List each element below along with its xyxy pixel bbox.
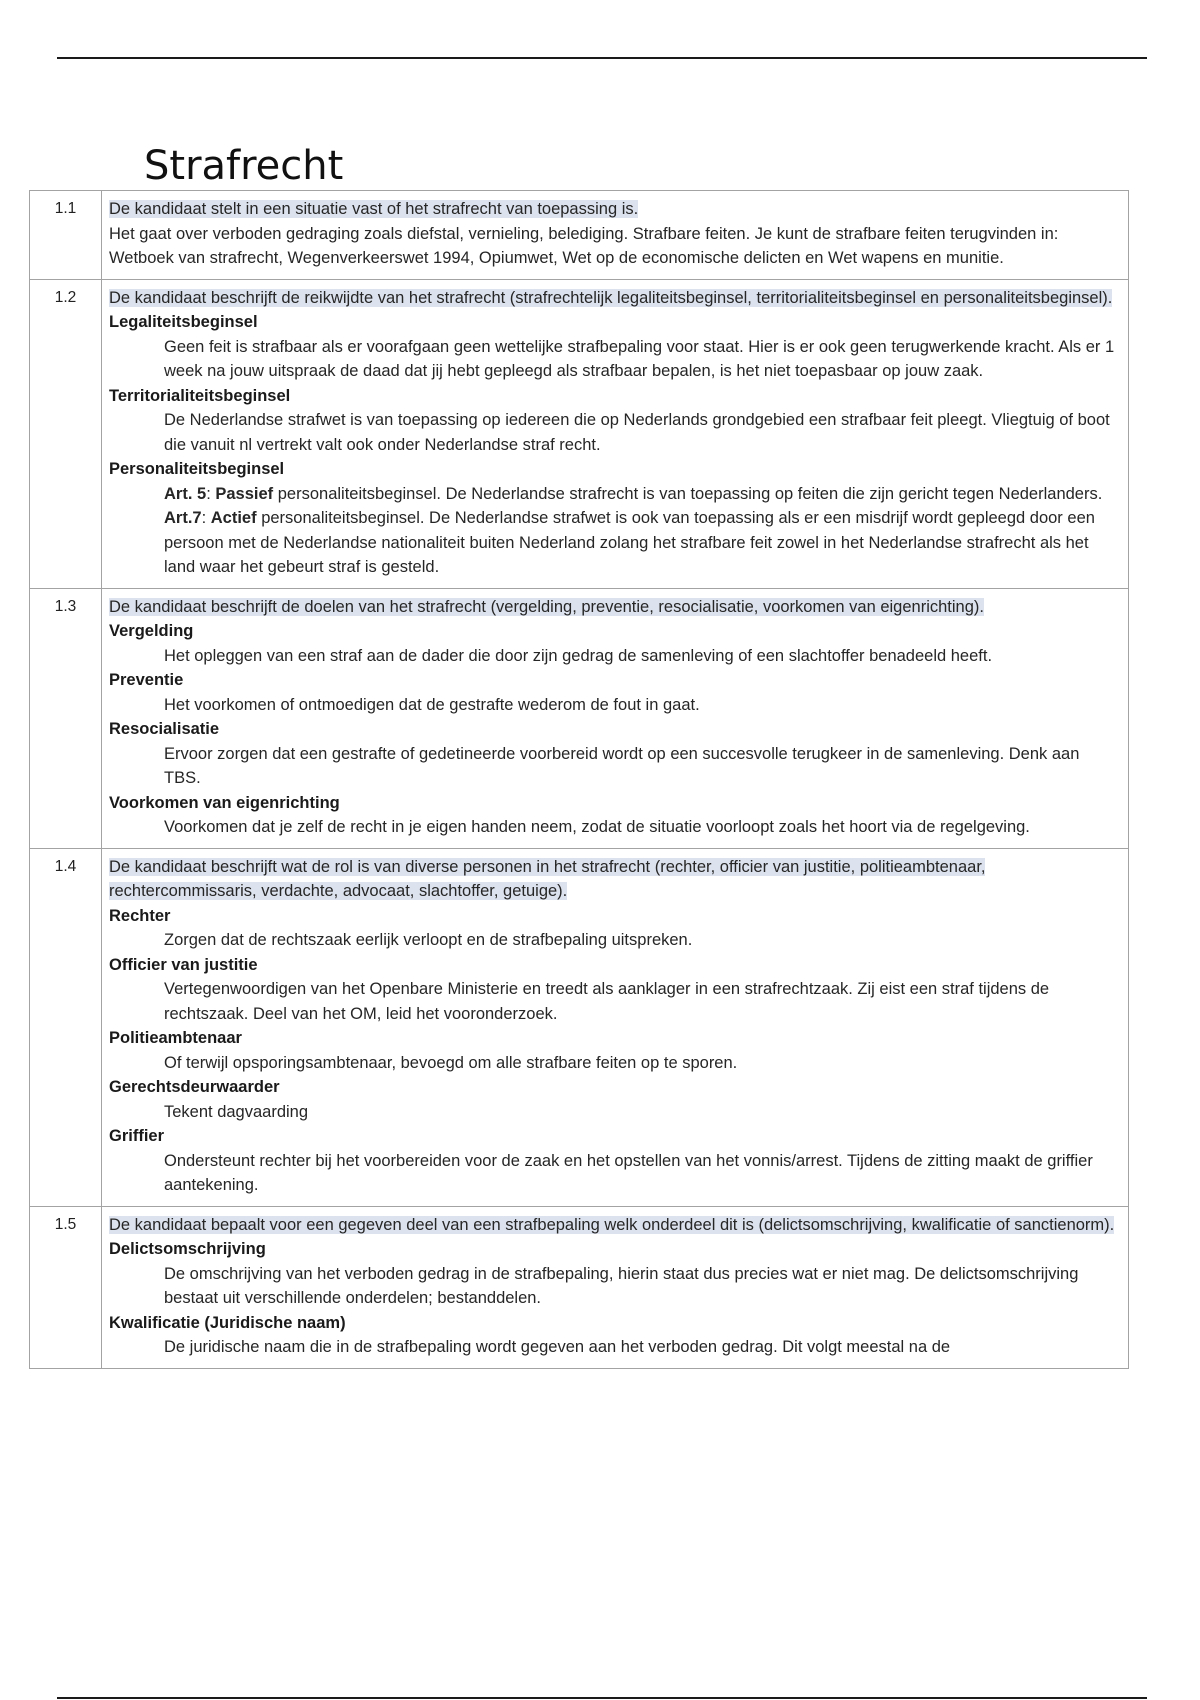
article-kind: Passief	[215, 484, 274, 503]
objective-heading: De kandidaat beschrijft wat de rol is van diverse personen in het strafrecht (rechter, officier van justitie, politieambtenaar, rechtercommissaris, verdachte, advocaat, slachtoffer, getuige).	[109, 857, 986, 900]
term-label: Preventie	[109, 671, 184, 689]
table-row	[30, 848, 1129, 1206]
term-description: Ervoor zorgen dat een gestrafte of gedetineerde voorbereid wordt op een succesvolle terugkeer in de samenleving. Denk aan TBS.	[164, 744, 1080, 787]
term-description: Tekent dagvaarding	[164, 1102, 309, 1121]
term-description: Het opleggen van een straf aan de dader die door zijn gedrag de samenleving of een slachtoffer benadeeld heeft.	[164, 646, 993, 665]
article-ref: Art. 5	[164, 484, 207, 503]
section-number: 1.1	[30, 191, 102, 280]
term-label: Politieambtenaar	[109, 1029, 242, 1047]
section-number: 1.2	[30, 279, 102, 588]
objective-heading: De kandidaat beschrijft de doelen van het strafrecht (vergelding, preventie, resocialisatie, voorkomen van eigenrichting).	[109, 597, 984, 616]
section-intro: Het gaat over verboden gedraging zoals diefstal, vernieling, belediging. Strafbare feiten. Je kunt de strafbare feiten terugvinden in: Wetboek van strafrecht, Wegenverkeerswet 1994, Opiumwet, Wet op de economische delicten en Wet wapens en munitie.	[109, 224, 1059, 267]
term-label: Resocialisatie	[109, 720, 220, 738]
term-description: Voorkomen dat je zelf de recht in je eigen handen neem, zodat de situatie voorloopt zoals het hoort via de regelgeving.	[164, 818, 1030, 836]
objective-heading: De kandidaat stelt in een situatie vast of het strafrecht van toepassing is.	[109, 200, 639, 218]
section-content	[102, 848, 1129, 1206]
term-label: Rechter	[109, 906, 171, 925]
section-content	[102, 1206, 1129, 1368]
term-description: De juridische naam die in de strafbepaling wordt gegeven aan het verboden gedrag. Dit volgt meestal na de	[164, 1338, 951, 1356]
term-label: Personaliteitsbeginsel	[109, 460, 285, 478]
term-label: Vergelding	[109, 622, 194, 640]
article-separator: :	[206, 484, 216, 503]
article-entry	[109, 506, 1120, 580]
term-description: Zorgen dat de rechtszaak eerlijk verloopt en de strafbepaling uitspreken.	[164, 931, 693, 949]
header-rule	[57, 57, 1147, 59]
section-number: 1.5	[30, 1206, 102, 1368]
section-content	[102, 191, 1129, 280]
section-number: 1.4	[30, 848, 102, 1206]
table-row	[30, 279, 1129, 588]
term-description: Ondersteunt rechter bij het voorbereiden voor de zaak en het opstellen van het vonnis/arrest. Tijdens de zitting maakt de griffier aantekening.	[164, 1151, 1093, 1194]
article-text: personaliteitsbeginsel. De Nederlandse strafrecht is van toepassing op feiten die zijn gericht tegen Nederlanders.	[273, 484, 1103, 503]
article-ref: Art.7	[164, 509, 202, 527]
term-description: Geen feit is strafbaar als er voorafgaan geen wettelijke strafbepaling voor staat. Hier is er ook geen terugwerkende kracht. Als er 1 week na jouw uitspraak de daad dat jij hebt gepleegd als strafbaar bepalen, is het niet toepasbaar op jouw zaak.	[164, 337, 1115, 380]
objective-heading: De kandidaat bepaalt voor een gegeven deel van een strafbepaling welk onderdeel dit is (delictsomschrijving, kwalificatie of sanctienorm).	[109, 1215, 1115, 1234]
footer-rule	[57, 1697, 1147, 1699]
article-entry	[109, 482, 1120, 507]
article-separator: :	[201, 509, 211, 527]
section-content	[102, 279, 1129, 588]
table-row	[30, 1206, 1129, 1368]
article-text: personaliteitsbeginsel. De Nederlandse strafwet is ook van toepassing als er een misdrijf wordt gepleegd door een persoon met de Nederlandse nationaliteit buiten Nederland zolang het strafbare feit zowel in het Nederlandse strafrecht als het land waar het gebeurt straf is gesteld.	[164, 509, 1095, 576]
term-description: De Nederlandse strafwet is van toepassing op iedereen die op Nederlands grondgebied een strafbaar feit pleegt. Vliegtuig of boot die vanuit nl vertrekt valt ook onder Nederlandse straf recht.	[164, 411, 1110, 454]
term-label: Legaliteitsbeginsel	[109, 313, 258, 331]
table-row	[30, 588, 1129, 848]
term-label: Gerechtsdeurwaarder	[109, 1078, 280, 1096]
section-number: 1.3	[30, 588, 102, 848]
term-label: Officier van justitie	[109, 955, 258, 974]
term-label: Territorialiteitsbeginsel	[109, 386, 291, 405]
term-label: Griffier	[109, 1127, 165, 1145]
term-description: Het voorkomen of ontmoedigen dat de gestrafte wederom de fout in gaat.	[164, 695, 700, 714]
page-title: Strafrecht	[144, 143, 344, 189]
term-label: Voorkomen van eigenrichting	[109, 793, 340, 812]
objective-heading: De kandidaat beschrijft de reikwijdte van het strafrecht (strafrechtelijk legaliteitsbeginsel, territorialiteitsbeginsel en personaliteitsbeginsel).	[109, 288, 1113, 307]
section-content	[102, 588, 1129, 848]
term-label: Delictsomschrijving	[109, 1240, 266, 1258]
objectives-table	[29, 190, 1129, 1369]
term-label: Kwalificatie (Juridische naam)	[109, 1313, 346, 1332]
term-description: Of terwijl opsporingsambtenaar, bevoegd om alle strafbare feiten op te sporen.	[164, 1053, 738, 1072]
article-kind: Actief	[210, 509, 257, 527]
term-description: De omschrijving van het verboden gedrag in de strafbepaling, hierin staat dus precies wat er niet mag. De delictsomschrijving bestaat uit verschillende onderdelen; bestanddelen.	[164, 1264, 1079, 1307]
term-description: Vertegenwoordigen van het Openbare Ministerie en treedt als aanklager in een strafrechtzaak. Zij eist een straf tijdens de rechtszaak. Deel van het OM, leid het vooronderzoek.	[164, 980, 1050, 1023]
table-row	[30, 191, 1129, 280]
